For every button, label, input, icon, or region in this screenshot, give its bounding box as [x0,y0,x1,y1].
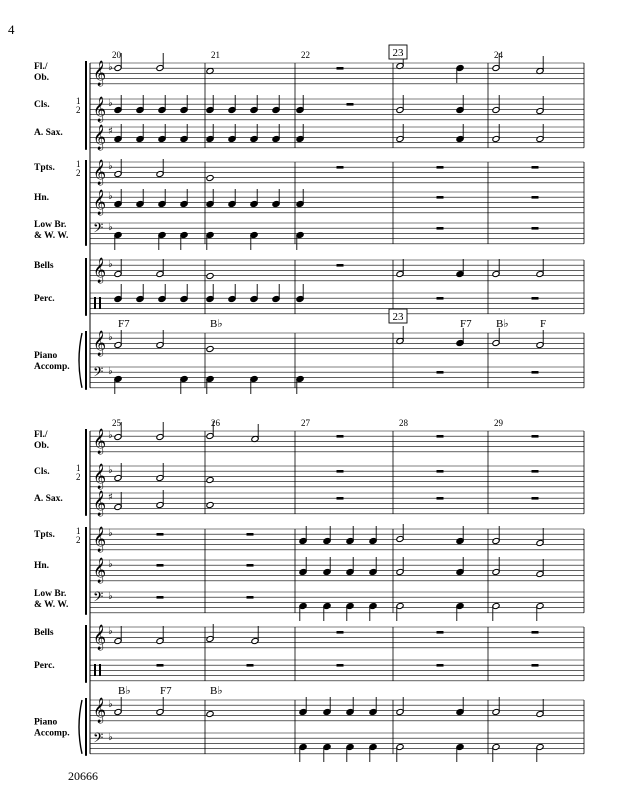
treble-clef-icon: 𝄞 [93,160,107,185]
key-signature-icon: ♭ [108,559,113,570]
instrument-label: Ob. [34,73,50,83]
key-signature-icon: ♭ [108,699,113,710]
whole-rest [437,435,444,438]
measure-number: 24 [494,50,503,60]
whole-note [206,710,214,717]
whole-rest [337,497,344,500]
instrument-label: Bells [34,261,54,271]
whole-note [206,174,214,181]
chord-symbol: F [540,318,547,330]
treble-clef-icon: 𝄞 [93,527,107,552]
treble-clef-icon: 𝄞 [93,429,107,454]
instrument-label: Hn. [34,193,50,203]
key-signature-icon: ♭ [108,430,113,441]
key-signature-icon: ♭ [108,732,113,743]
measure-number: 22 [301,50,310,60]
chord-symbol: F7 [460,318,472,330]
instrument-label: Perc. [34,661,55,671]
chord-symbol: B♭ [496,318,509,330]
instrument-label: Perc. [34,294,55,304]
key-signature-icon: ♭ [108,626,113,637]
measure-number: 27 [301,418,310,428]
chord-symbol: B♭ [118,685,131,697]
whole-rest [532,227,539,230]
division-number: 2 [76,472,81,482]
instrument-label: Tpts. [34,530,55,540]
whole-rest [437,371,444,374]
whole-note [206,345,214,352]
system [79,61,584,390]
whole-rest [532,196,539,199]
instrument-label: Bells [34,628,54,638]
key-signature-icon: ♭ [108,222,113,233]
perc-clef-icon [99,664,101,676]
whole-rest [337,264,344,267]
whole-rest [247,533,254,536]
whole-rest [437,166,444,169]
perc-clef-icon [94,297,96,309]
whole-rest [532,631,539,634]
chord-symbol: B♭ [210,685,223,697]
whole-rest [532,470,539,473]
whole-rest [437,631,444,634]
division-number: 1 [76,96,81,106]
treble-clef-icon: 𝄞 [93,190,107,215]
whole-rest [437,470,444,473]
treble-clef-icon: 𝄞 [93,125,107,150]
key-signature-icon: ♯ [108,492,113,503]
treble-clef-icon: 𝄞 [93,491,107,516]
division-number: 2 [76,168,81,178]
whole-rest [532,664,539,667]
whole-rest [337,664,344,667]
whole-rest [337,166,344,169]
bass-clef-icon: 𝄢 [93,730,104,749]
division-number: 1 [76,526,81,536]
whole-note [206,272,214,279]
instrument-label: Cls. [34,100,50,110]
piano-brace [79,333,82,388]
key-signature-icon: ♭ [108,161,113,172]
whole-note [206,501,214,508]
treble-clef-icon: 𝄞 [93,331,107,356]
perc-clef-icon [99,297,101,309]
division-number: 1 [76,463,81,473]
instrument-label: Piano [34,717,58,728]
measure-number: 28 [399,418,408,428]
instrument-label: Low Br. [34,589,67,599]
division-number: 2 [76,105,81,115]
whole-rest [532,371,539,374]
whole-rest [247,596,254,599]
whole-rest [437,664,444,667]
system [79,429,584,756]
instrument-label: & W. W. [34,231,69,241]
instrument-label: A. Sax. [34,494,63,504]
whole-rest [532,497,539,500]
instrument-label: Hn. [34,561,50,571]
bass-clef-icon: 𝄢 [93,220,104,239]
key-signature-icon: ♭ [108,528,113,539]
division-number: 2 [76,535,81,545]
rehearsal-mark: 23 [392,47,404,59]
instrument-label: A. Sax. [34,128,63,138]
instrument-label: Fl./ [34,62,48,72]
key-signature-icon: ♭ [108,259,113,270]
key-signature-icon: ♭ [108,366,113,377]
key-signature-icon: ♯ [108,126,113,137]
whole-rest [337,67,344,70]
whole-rest [532,435,539,438]
whole-rest [157,664,164,667]
whole-rest [247,664,254,667]
whole-rest [157,596,164,599]
whole-rest [337,631,344,634]
whole-rest [437,196,444,199]
key-signature-icon: ♭ [108,465,113,476]
bass-clef-icon: 𝄢 [93,364,104,383]
whole-rest [337,435,344,438]
treble-clef-icon: 𝄞 [93,258,107,283]
treble-clef-icon: 𝄞 [93,558,107,583]
key-signature-icon: ♭ [108,591,113,602]
whole-rest [532,166,539,169]
chord-symbol: F7 [118,318,130,330]
instrument-label: Accomp. [34,362,70,372]
instrument-label: & W. W. [34,600,69,610]
whole-rest [157,533,164,536]
treble-clef-icon: 𝄞 [93,464,107,489]
division-number: 1 [76,159,81,169]
instrument-label: Ob. [34,441,50,451]
treble-clef-icon: 𝄞 [93,698,107,723]
whole-note [206,476,214,483]
chord-symbol: B♭ [210,318,223,330]
whole-rest [337,470,344,473]
instrument-label: Cls. [34,467,50,477]
measure-number: 20 [112,50,121,60]
treble-clef-icon: 𝄞 [93,97,107,122]
instrument-label: Accomp. [34,728,70,739]
whole-rest [347,103,354,106]
key-signature-icon: ♭ [108,98,113,109]
measure-number: 25 [112,418,121,428]
whole-rest [157,564,164,567]
whole-rest [437,227,444,230]
treble-clef-icon: 𝄞 [93,625,107,650]
instrument-label: Piano [34,351,58,361]
key-signature-icon: ♭ [108,332,113,343]
chord-symbol: F7 [160,685,172,697]
rehearsal-mark: 23 [392,311,404,323]
whole-rest [437,297,444,300]
whole-rest [437,497,444,500]
instrument-label: Tpts. [34,163,55,173]
bass-clef-icon: 𝄢 [93,589,104,608]
key-signature-icon: ♭ [108,62,113,73]
measure-number: 21 [211,50,220,60]
catalog-number: 20666 [68,769,98,783]
key-signature-icon: ♭ [108,191,113,202]
instrument-label: Low Br. [34,220,67,230]
page-number: 4 [8,22,15,37]
treble-clef-icon: 𝄞 [93,61,107,86]
piano-brace [79,700,82,754]
measure-number: 26 [211,418,220,428]
whole-rest [247,564,254,567]
perc-clef-icon [94,664,96,676]
whole-rest [532,297,539,300]
measure-number: 29 [494,418,503,428]
instrument-label: Fl./ [34,430,48,440]
